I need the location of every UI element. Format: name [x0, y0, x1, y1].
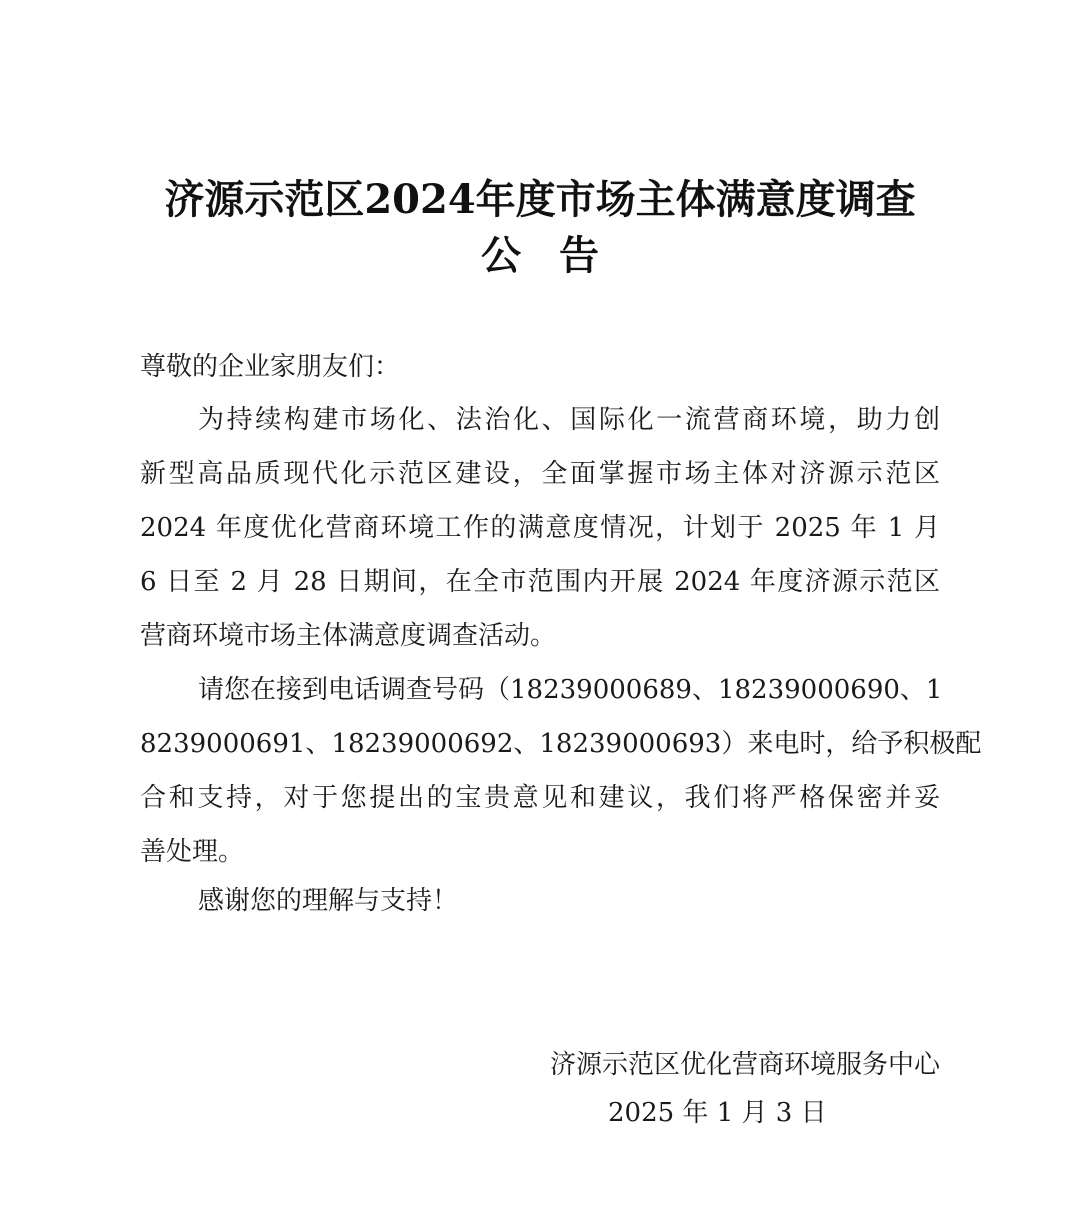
closing-text: 感谢您的理解与支持！: [198, 886, 459, 916]
paragraph-1-line: 新型高品质现代化示范区建设，全面掌握市场主体对济源示范区: [140, 459, 940, 489]
paragraph-2-line: 善处理。: [140, 837, 245, 867]
paragraph-1-line: 6 日至 2 月 28 日期间，在全市范围内开展 2024 年度济源示范区: [140, 567, 940, 597]
paragraph-2-line: 8239000691、18239000692、18239000693）来电时，给予积极配: [140, 729, 982, 759]
greeting-text: 尊敬的企业家朋友们：: [140, 352, 401, 382]
paragraph-2-line: 合和支持，对于您提出的宝贵意见和建议，我们将严格保密并妥: [140, 783, 940, 813]
paragraph-1-line: 为持续构建市场化、法治化、国际化一流营商环境，助力创: [198, 405, 940, 435]
issuer-signature: 济源示范区优化营商环境服务中心: [549, 1050, 940, 1080]
paragraph-1-line: 2024 年度优化营商环境工作的满意度情况，计划于 2025 年 1 月: [140, 513, 940, 543]
greeting: [140, 340, 940, 394]
paragraph-1: [140, 393, 940, 663]
document-title: 济源示范区2024年度市场主体满意度调查: [164, 176, 916, 223]
document-subtitle: 公告: [481, 232, 637, 279]
paragraph-1-line: 营商环境市场主体满意度调查活动。: [140, 621, 557, 651]
paragraph-2: [140, 663, 982, 879]
closing-paragraph: [140, 874, 940, 928]
issue-date: 2025 年 1 月 3 日: [608, 1098, 827, 1128]
paragraph-2-line: 请您在接到电话调查号码（18239000689、18239000690、1: [198, 675, 943, 705]
